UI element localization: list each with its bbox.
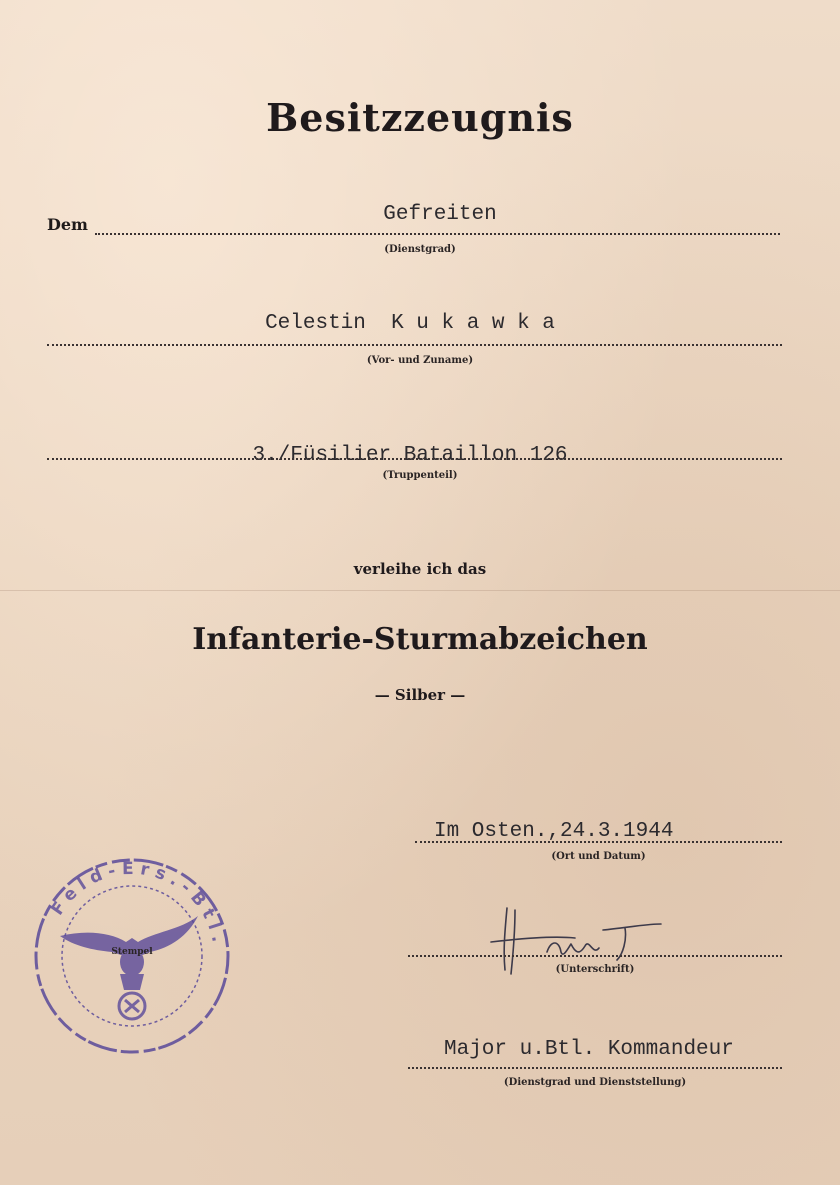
award-intro: verleihe ich das (353, 560, 487, 578)
position-value: Major u.Btl. Kommandeur (444, 1038, 734, 1061)
position-caption: (Dienstgrad und Dienststellung) (503, 1077, 687, 1088)
official-stamp (30, 858, 234, 1054)
place-date-line (415, 841, 782, 843)
unit-value: 3./Füsilier Bataillon 126 (252, 444, 568, 467)
place-date-caption: (Ort und Datum) (551, 851, 646, 862)
signature-line (408, 955, 782, 957)
name-line (47, 344, 782, 346)
rank-value: Gefreiten (383, 203, 497, 226)
unit-line (47, 458, 782, 460)
rank-line (95, 233, 780, 235)
name-caption: (Vor- und Zuname) (366, 355, 474, 366)
unit-caption: (Truppenteil) (382, 470, 458, 481)
paper-fold-line (0, 590, 840, 591)
signature-caption: (Unterschrift) (555, 964, 635, 975)
document-title: Besitzzeugnis (266, 95, 574, 140)
rank-caption: (Dienstgrad) (384, 244, 456, 255)
award-grade: — Silber — (374, 686, 466, 704)
place-date-value: Im Osten.,24.3.1944 (434, 820, 674, 843)
stamp-ring-text: Feld-Ers.-Btl. (47, 858, 229, 950)
award-name: Infanterie-Sturmabzeichen (192, 622, 648, 657)
name-value: Celestin K u k a w k a (265, 312, 555, 335)
stamp-label: Stempel (111, 947, 153, 957)
position-line (408, 1067, 782, 1069)
recipient-prefix: Dem (47, 215, 88, 234)
